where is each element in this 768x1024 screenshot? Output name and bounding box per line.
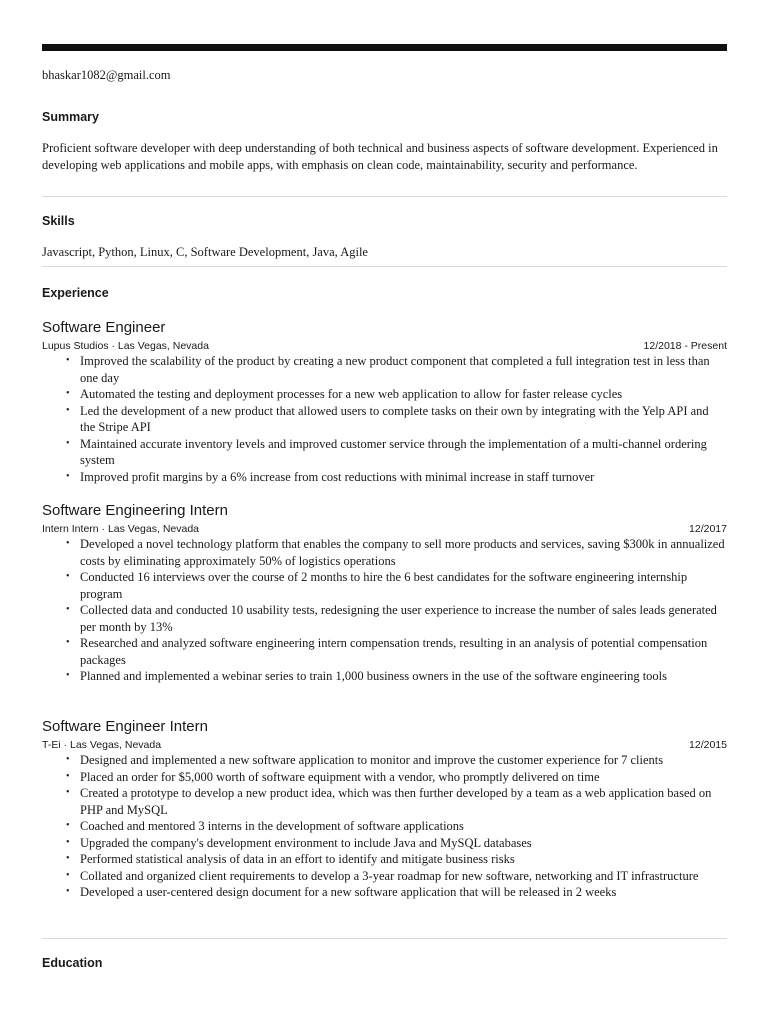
job-title: Software Engineer Intern (42, 718, 208, 735)
education-heading: Education (42, 956, 103, 970)
skills-heading: Skills (42, 214, 75, 228)
job-entry (42, 319, 727, 485)
list-item: • Collected data and conducted 10 usability tests, redesigning the user experience to increase the number of sales leads generated per month by 13% (80, 602, 727, 635)
summary-heading: Summary (42, 110, 99, 124)
list-item: • Conducted 16 interviews over the course of 2 months to hire the 6 best candidates for the software engineering internship program (80, 569, 727, 602)
divider (42, 196, 727, 197)
list-item: • Planned and implemented a webinar series to train 1,000 business owners in the use of the software engineering tools (80, 668, 727, 685)
list-item: • Placed an order for $5,000 worth of software equipment with a vendor, who promptly delivered on time (80, 769, 727, 786)
divider (42, 266, 727, 267)
list-item: • Developed a novel technology platform that enables the company to sell more products and services, saving $300k in annualized costs by eliminating approximately 50% of logistics operations (80, 536, 727, 569)
job-meta (42, 522, 727, 536)
list-item: • Improved profit margins by a 6% increase from cost reductions with minimal increase in staff turnover (80, 469, 727, 486)
list-item: • Created a prototype to develop a new product idea, which was then further developed by a team as a web application based on PHP and MySQL (80, 785, 727, 818)
job-bullets (42, 353, 727, 485)
job-meta (42, 738, 727, 752)
resume-page (42, 44, 727, 970)
job-entry (42, 502, 727, 685)
job-title: Software Engineering Intern (42, 502, 228, 519)
list-item: • Designed and implemented a new software application to monitor and improve the customer experience for 7 clients (80, 752, 727, 769)
experience-heading: Experience (42, 286, 109, 300)
job-dates: 12/2015 (689, 739, 727, 751)
job-title: Software Engineer (42, 319, 166, 336)
list-item: • Coached and mentored 3 interns in the development of software applications (80, 818, 727, 835)
email-address: bhaskar1082@gmail.com (42, 68, 171, 82)
list-item: • Developed a user-centered design document for a new software application that will be released in 2 weeks (80, 884, 727, 901)
list-item: • Upgraded the company's development environment to include Java and MySQL databases (80, 835, 727, 852)
job-company: Lupus Studios · Las Vegas, Nevada (42, 340, 209, 352)
job-dates: 12/2018 - Present (643, 340, 727, 352)
job-company: T-Ei · Las Vegas, Nevada (42, 739, 162, 751)
list-item: • Performed statistical analysis of data in an effort to identify and mitigate business risks (80, 851, 727, 868)
skills-text: Javascript, Python, Linux, C, Software Development, Java, Agile (42, 245, 368, 259)
job-dates: 12/2017 (689, 523, 727, 535)
list-item: • Improved the scalability of the product by creating a new product component that completed a full integration test in less than one day (80, 353, 727, 386)
list-item: • Automated the testing and deployment processes for a new web application to allow for faster release cycles (80, 386, 727, 403)
list-item: • Maintained accurate inventory levels and improved customer service through the implementation of a multi-channel ordering system (80, 436, 727, 469)
job-entry (42, 718, 727, 901)
list-item: • Collated and organized client requirements to develop a 3-year roadmap for new software, networking and IT infrastructure (80, 868, 727, 885)
header-bar (42, 44, 727, 51)
divider (42, 938, 727, 939)
job-meta (42, 339, 727, 353)
job-bullets (42, 752, 727, 901)
job-bullets (42, 536, 727, 685)
job-company: Intern Intern · Las Vegas, Nevada (42, 523, 200, 535)
summary-text: Proficient software developer with deep understanding of both technical and business aspects of software development. Experienced in developing web applications and mobile apps, with emphasis on clean code, maintainability, security and performance. (42, 141, 718, 172)
list-item: • Led the development of a new product that allowed users to complete tasks on their own by integrating with the Yelp API and the Stripe API (80, 403, 727, 436)
list-item: • Researched and analyzed software engineering intern compensation trends, resulting in an analysis of potential compensation packages (80, 635, 727, 668)
